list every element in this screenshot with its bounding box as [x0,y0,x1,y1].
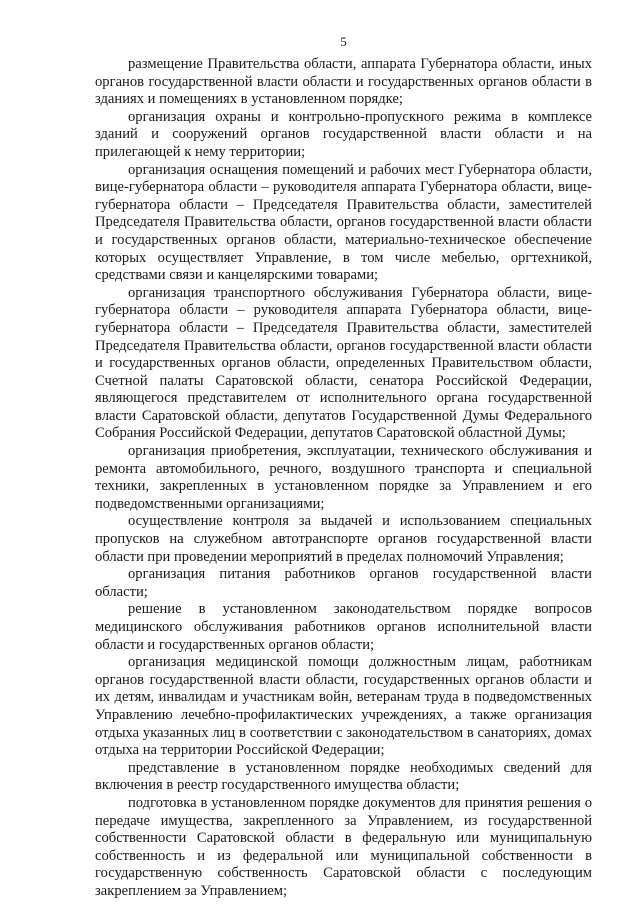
paragraph-11: подготовка в установленном порядке документов для принятия решения о передаче имущества, закрепленного за Управлением, из государственной собственности Саратовской области в федеральную или муниципальную собственность и из федеральной или муниципальной собственности в государственную собственность Саратовской области с последующим закреплением за Управлением; [95,794,592,899]
paragraph-3: организация оснащения помещений и рабочих мест Губернатора области, вице-губернатора области – руководителя аппарата Губернатора области, вице-губернатора области – Председателя Правительства области, заместителей Председателя Правительства области, органов государственной власти области и государственных органов области, материально-техническое обеспечение которых осуществляет Управление, в том числе мебелью, оргтехникой, средствами связи и канцелярскими товарами; [95,161,592,284]
paragraph-10: представление в установленном порядке необходимых сведений для включения в реестр государственного имущества области; [95,759,592,794]
paragraph-4: организация транспортного обслуживания Губернатора области, вице-губернатора области – руководителя аппарата Губернатора области, вице-губернатора области – Председателя Правительства области, заместителей Председателя Правительства области, органов государственной власти области и государственных органов области, определенных Правительством области, Счетной палаты Саратовской области, сенатора Российской Федерации, являющегося представителем от исполнительного органа государственной власти Саратовской области, депутатов Государственной Думы Федерального Собрания Российской Федерации, депутатов Саратовской областной Думы; [95,284,592,442]
paragraph-5: организация приобретения, эксплуатации, технического обслуживания и ремонта автомобильного, речного, воздушного транспорта и специальной техники, закрепленных в установленном порядке за Управлением и его подведомственными организациями; [95,443,592,512]
paragraph-6: осуществление контроля за выдачей и использованием специальных пропусков на служебном автотранспорте органов государственной власти области при проведении мероприятий в пределах полномочий Управления; [95,513,592,565]
paragraph-8: решение в установленном законодательством порядке вопросов медицинского обслуживания работников органов исполнительной власти области и государственных органов области; [95,601,592,653]
paragraph-7: организация питания работников органов государственной власти области; [95,566,592,600]
paragraph-1: размещение Правительства области, аппарата Губернатора области, иных органов государственной власти области и государственных органов области в зданиях и помещениях в установленном порядке; [95,56,592,108]
paragraph-9: организация медицинской помощи должностным лицам, работникам органов государственной власти области, государственных органов области и их детям, инвалидам и участникам войн, ветеранам труда в подведомственных Управлению лечебно-профилактических учреждениях, а также организация отдыха указанных лиц в соответствии с законодательством в санаториях, домах отдыха на территории Российской Федерации; [95,654,592,759]
page-number: 5 [340,34,347,49]
paragraph-2: организация охраны и контрольно-пропускного режима в комплексе зданий и сооружений органов государственной власти области и на прилегающей к нему территории; [95,108,592,160]
